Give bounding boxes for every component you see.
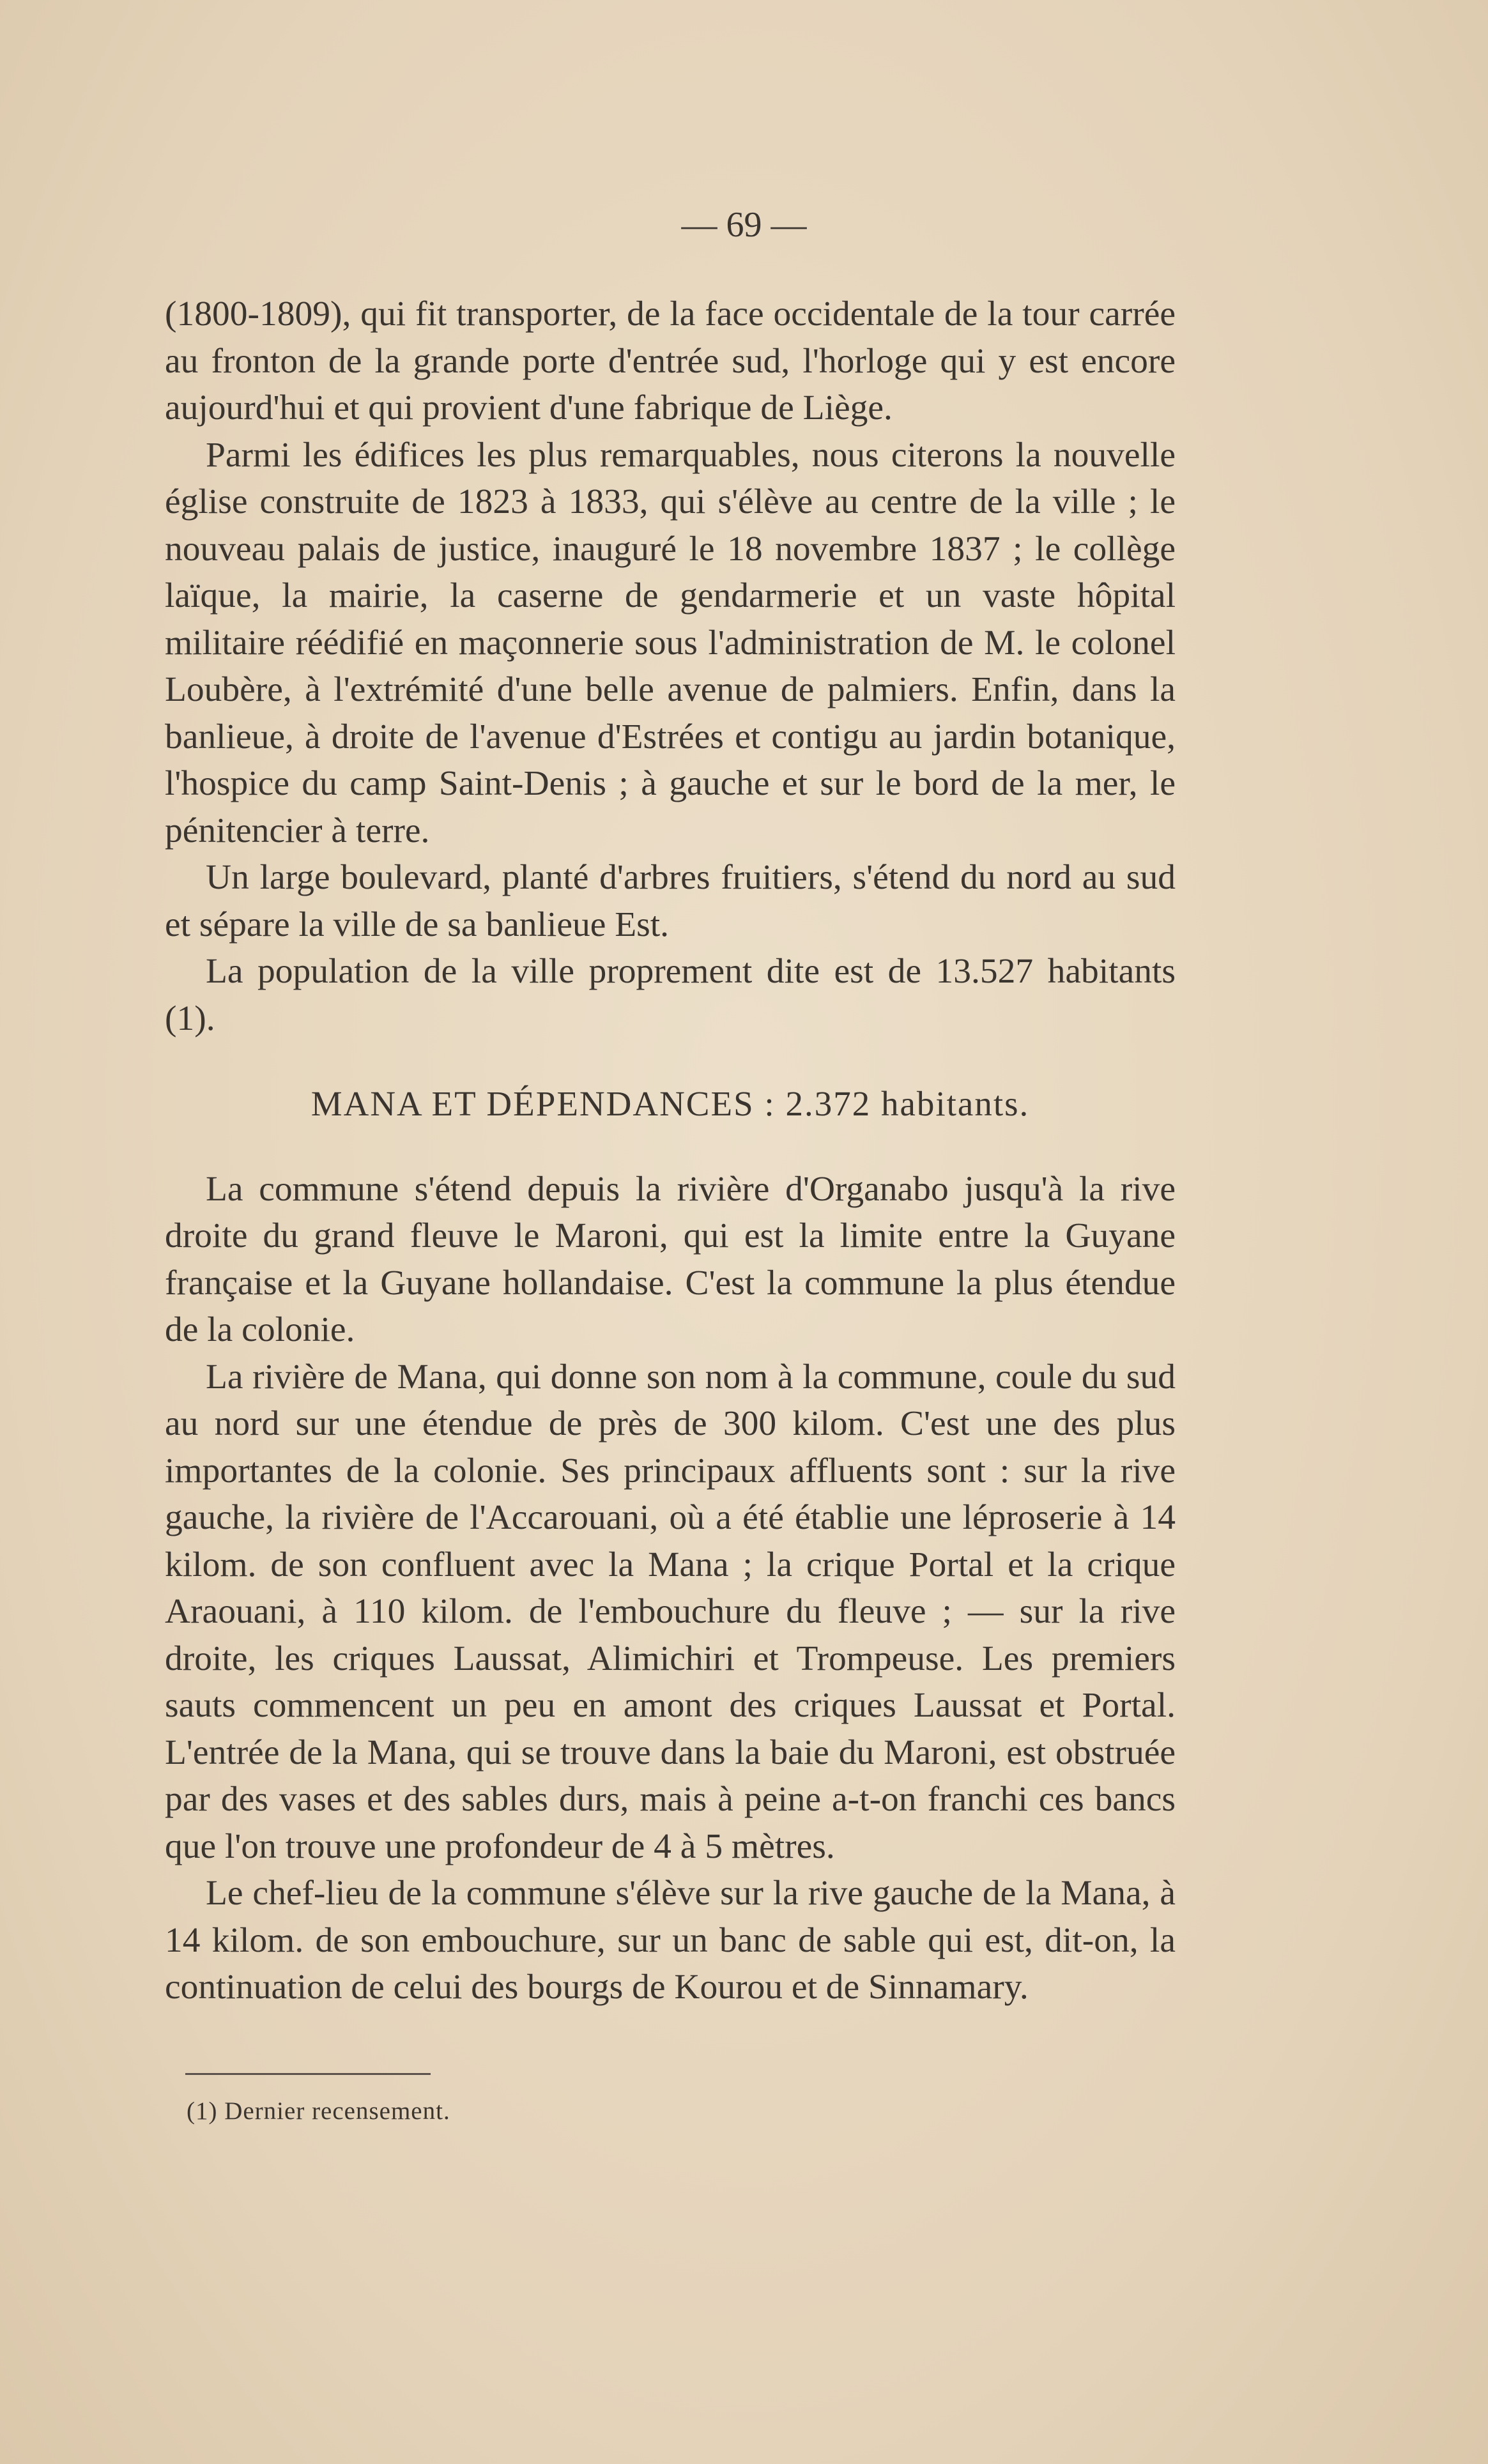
paragraph: Un large boulevard, planté d'arbres fruitiers, s'étend du nord au sud et sépare la ville de sa banlieue Est. xyxy=(165,858,1176,944)
footnote: (1) Dernier recensement. xyxy=(187,2097,450,2125)
paragraph: Le chef-lieu de la commune s'élève sur la rive gauche de la Mana, à 14 kilom. de son embouchure, sur un banc de sable qui est, dit-on, la continuation de celui des bourgs de Kourou et de Sinnamary. xyxy=(165,1874,1176,2007)
paragraph: La commune s'étend depuis la rivière d'Organabo jusqu'à la rive droite du grand fleuve le Maroni, qui est la limite entre la Guyane française et la Guyane hollandaise. C'est la commune la plus étendue de la colonie. xyxy=(165,1169,1176,1349)
footnote-divider xyxy=(185,2073,431,2075)
body-text xyxy=(165,291,1176,2011)
paragraph: (1800-1809), qui fit transporter, de la face occidentale de la tour carrée au fronton de la grande porte d'entrée sud, l'horloge qui y est encore aujourd'hui et qui provient d'une fabrique de Liège. xyxy=(165,295,1176,427)
page-number: — 69 — xyxy=(681,205,807,245)
section-heading: MANA ET DÉPENDANCES : 2.372 habitants. xyxy=(311,1084,1030,1123)
paragraph: La rivière de Mana, qui donne son nom à la commune, coule du sud au nord sur une étendue de près de 300 kilom. C'est une des plus importantes de la colonie. Ses principaux affluents sont : sur la rive gauche, la rivière de l'Accarouani, où a été établie une léproserie à 14 kilom. de son confluent avec la Mana ; la crique Portal et la crique Araouani, à 110 kilom. de l'embouchure du fleuve ; — sur la rive droite, les criques Laussat, Alimichiri et Trompeuse. Les premiers sauts commencent un peu en amont des criques Laussat et Portal. L'entrée de la Mana, qui se trouve dans la baie du Maroni, est obstruée par des vases et des sables durs, mais à peine a-t-on franchi ces bancs que l'on trouve une profondeur de 4 à 5 mètres. xyxy=(165,1357,1176,1866)
paragraph: Parmi les édifices les plus remarquables, nous citerons la nouvelle église construite de 1823 à 1833, qui s'élève au centre de la ville ; le nouveau palais de justice, inauguré le 18 novembre 1837 ; le collège laïque, la mairie, la caserne de gendarmerie et un vaste hôpital militaire réédifié en maçonnerie sous l'administration de M. le colonel Loubère, à l'extrémité d'une belle avenue de palmiers. Enfin, dans la banlieue, à droite de l'avenue d'Estrées et contigu au jardin botanique, l'hospice du camp Saint-Denis ; à gauche et sur le bord de la mer, le pénitencier à terre. xyxy=(165,435,1176,850)
paragraph: La population de la ville proprement dite est de 13.527 habitants (1). xyxy=(165,952,1176,1038)
